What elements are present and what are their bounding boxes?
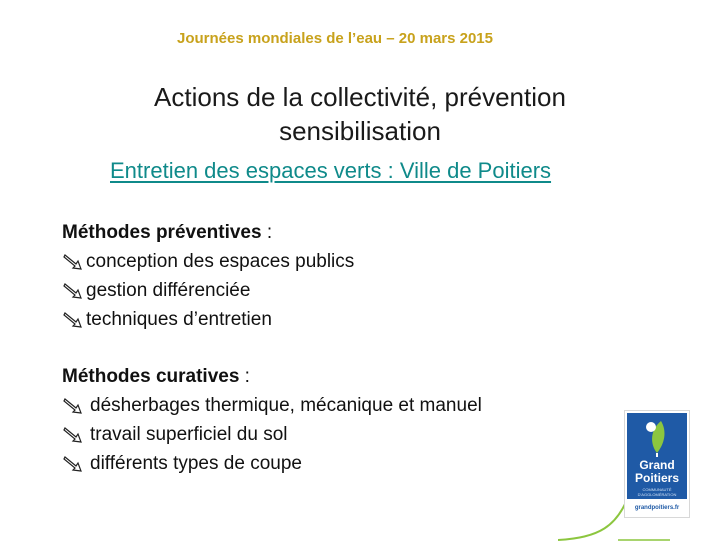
logo-url: grandpoitiers.fr bbox=[634, 505, 680, 511]
preventive-methods-section bbox=[62, 218, 354, 334]
bullet-text: conception des espaces publics bbox=[86, 251, 355, 272]
bullet-item bbox=[62, 276, 354, 305]
curative-methods-section bbox=[62, 362, 482, 478]
bullet-item bbox=[62, 449, 482, 478]
bullet-text: désherbages thermique, mécanique et manuel bbox=[90, 395, 482, 416]
bullet-item bbox=[62, 305, 354, 334]
arrow-bullet-icon bbox=[62, 310, 84, 330]
bullet-item bbox=[62, 391, 482, 420]
arrow-bullet-icon bbox=[62, 425, 84, 445]
logo-blue-panel bbox=[627, 413, 687, 499]
arrow-bullet-icon bbox=[62, 454, 84, 474]
bullet-text: différents types de coupe bbox=[90, 453, 302, 474]
curative-methods-heading bbox=[62, 362, 482, 391]
curative-heading-colon: : bbox=[239, 366, 250, 387]
logo-word-grand: Grand bbox=[639, 458, 675, 472]
logo-word-poitiers: Poitiers bbox=[634, 471, 679, 485]
preventive-methods-heading bbox=[62, 218, 354, 247]
slide-subtitle: Entretien des espaces verts : Ville de Poitiers bbox=[110, 158, 552, 183]
bullet-text: travail superficiel du sol bbox=[90, 424, 288, 445]
preventive-heading-text: Méthodes préventives bbox=[62, 222, 262, 243]
slide-title-line-1: Actions de la collectivité, prévention bbox=[154, 82, 566, 112]
event-header: Journées mondiales de l’eau – 20 mars 2015 bbox=[177, 30, 493, 47]
arrow-bullet-icon bbox=[62, 252, 84, 272]
bullet-text: gestion différenciée bbox=[86, 280, 251, 301]
grand-poitiers-logo bbox=[624, 410, 690, 518]
slide-title-line-2: sensibilisation bbox=[279, 116, 441, 146]
curative-heading-text: Méthodes curatives bbox=[62, 366, 240, 387]
bullet-text: techniques d’entretien bbox=[86, 309, 272, 330]
bullet-item bbox=[62, 420, 482, 449]
leaf-emblem-icon bbox=[627, 413, 687, 459]
logo-tagline: COMMUNAUTÉ D'AGGLOMÉRATION bbox=[637, 487, 677, 497]
arrow-bullet-icon bbox=[62, 396, 84, 416]
preventive-heading-colon: : bbox=[261, 222, 273, 243]
slide-title bbox=[0, 80, 720, 148]
bullet-item bbox=[62, 247, 354, 276]
arrow-bullet-icon bbox=[62, 281, 84, 301]
